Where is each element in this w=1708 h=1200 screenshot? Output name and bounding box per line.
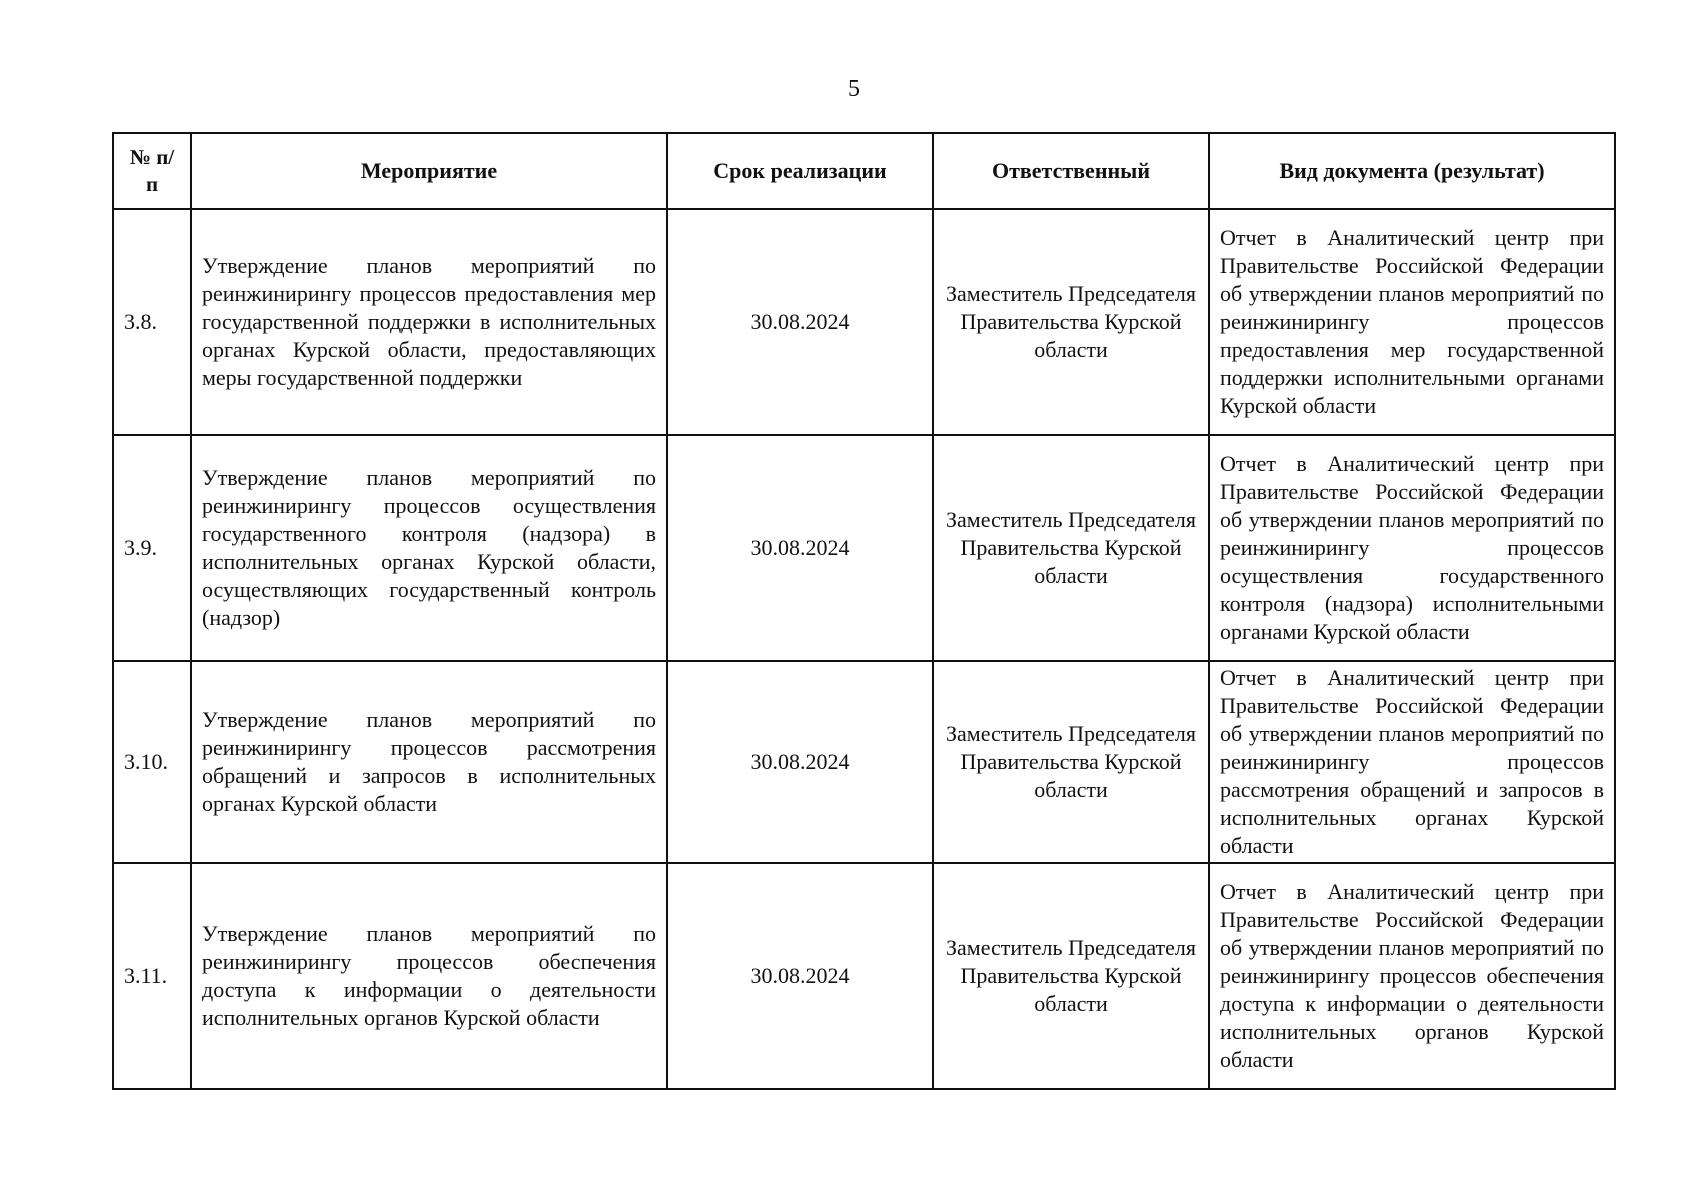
row-result: Отчет в Аналитический центр при Правительстве Российской Федерации об утверждении планов мероприятий по реинжинирингу процессов предоставления мер государственной поддержки исполнительными органами Курской области [1209,209,1615,435]
table-row [113,209,1615,435]
row-number: 3.8. [113,209,191,435]
page-number: 5 [848,76,860,102]
row-result: Отчет в Аналитический центр при Правительстве Российской Федерации об утверждении планов мероприятий по реинжинирингу процессов обеспечения доступа к информации о деятельности исполнительных органов Курской области [1209,863,1615,1089]
table-row [113,863,1615,1089]
row-responsible: Заместитель Председателя Правительства Курской области [933,209,1209,435]
header-num: № п/п [113,133,191,209]
row-event: Утверждение планов мероприятий по реинжинирингу процессов рассмотрения обращений и запросов в исполнительных органах Курской области [191,661,667,863]
row-term: 30.08.2024 [667,863,933,1089]
row-result: Отчет в Аналитический центр при Правительстве Российской Федерации об утверждении планов мероприятий по реинжинирингу процессов рассмотрения обращений и запросов в исполнительных органах Курской области [1209,661,1615,863]
table-row [113,661,1615,863]
row-term: 30.08.2024 [667,209,933,435]
row-responsible: Заместитель Председателя Правительства Курской области [933,661,1209,863]
row-result: Отчет в Аналитический центр при Правительстве Российской Федерации об утверждении планов мероприятий по реинжинирингу процессов осуществления государственного контроля (надзора) исполнительными органами Курской области [1209,435,1615,661]
row-responsible: Заместитель Председателя Правительства Курской области [933,435,1209,661]
action-plan-table [112,132,1616,1090]
header-responsible: Ответственный [933,133,1209,209]
header-term: Срок реализации [667,133,933,209]
header-result: Вид документа (результат) [1209,133,1615,209]
row-event: Утверждение планов мероприятий по реинжинирингу процессов предоставления мер государственной поддержки в исполнительных органах Курской области, предоставляющих меры государственной поддержки [191,209,667,435]
row-event: Утверждение планов мероприятий по реинжинирингу процессов обеспечения доступа к информации о деятельности исполнительных органов Курской области [191,863,667,1089]
table-row [113,435,1615,661]
row-number: 3.9. [113,435,191,661]
row-term: 30.08.2024 [667,435,933,661]
row-number: 3.10. [113,661,191,863]
row-event: Утверждение планов мероприятий по реинжинирингу процессов осуществления государственного контроля (надзора) в исполнительных органах Курской области, осуществляющих государственный контроль (надзор) [191,435,667,661]
row-number: 3.11. [113,863,191,1089]
table-header-row [113,133,1615,209]
header-event: Мероприятие [191,133,667,209]
row-term: 30.08.2024 [667,661,933,863]
row-responsible: Заместитель Председателя Правительства Курской области [933,863,1209,1089]
